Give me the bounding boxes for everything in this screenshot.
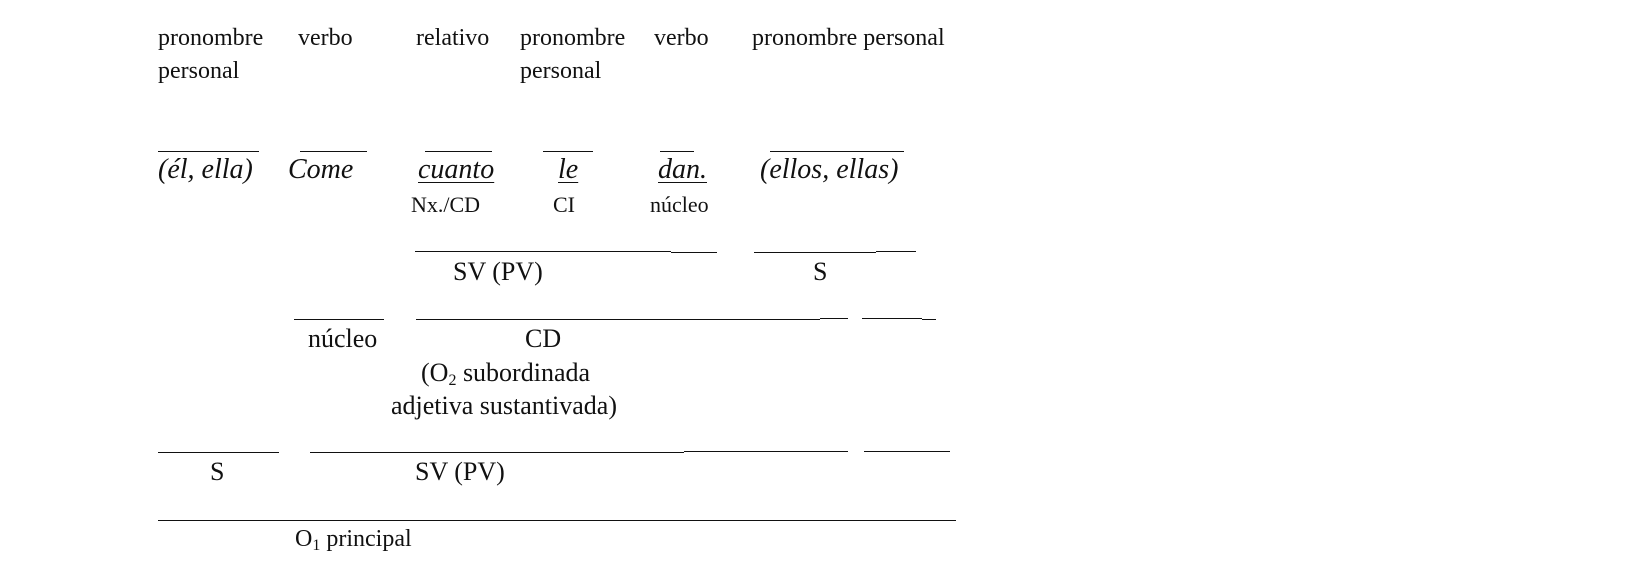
label-o2-line2: adjetiva sustantivada) xyxy=(391,391,617,420)
overline-w6 xyxy=(770,151,904,152)
line-sv-main-ext xyxy=(684,451,848,452)
overline-w1 xyxy=(158,151,259,152)
word-dan: dan. xyxy=(658,154,707,185)
label-sv-pv-main: SV (PV) xyxy=(415,457,505,486)
category-relativo: relativo xyxy=(416,25,490,51)
function-ci: CI xyxy=(553,192,575,217)
line-nucleo xyxy=(294,319,384,320)
label-s-sub: S xyxy=(813,257,828,286)
category-verbo-1: verbo xyxy=(298,25,353,51)
label-nucleo: núcleo xyxy=(308,324,378,353)
line-sv-sub xyxy=(415,251,671,252)
overline-w4 xyxy=(543,151,593,152)
word-el-ella: (él, ella) xyxy=(158,154,253,185)
word-le: le xyxy=(558,154,579,185)
line-o1 xyxy=(158,520,956,521)
line-sv-main-end xyxy=(864,451,950,452)
line-sv-sub-ext xyxy=(671,252,717,253)
function-nucleo-1: núcleo xyxy=(650,192,709,217)
word-ellos-ellas: (ellos, ellas) xyxy=(760,154,899,185)
line-s-sub-ext xyxy=(876,251,916,252)
label-o1-principal: $O_1$ principal xyxy=(295,526,412,554)
line-sv-main xyxy=(310,452,684,453)
function-nx-cd: Nx./CD xyxy=(411,192,481,217)
line-cd-mid xyxy=(820,318,848,319)
word-cuanto: cuanto xyxy=(418,154,495,185)
line-cd-end xyxy=(922,319,936,320)
label-cd: CD xyxy=(525,324,562,353)
line-s-main xyxy=(158,452,279,453)
line-cd-ext xyxy=(862,318,922,319)
category-pronombre-personal-1: pronombre personal xyxy=(158,25,264,84)
category-pronombre-personal-2: pronombre personal xyxy=(520,25,626,84)
category-pronombre-personal-3: pronombre personal xyxy=(752,25,945,51)
label-s-main: S xyxy=(210,457,225,486)
line-cd xyxy=(416,319,820,320)
label-sv-pv-sub: SV (PV) xyxy=(453,257,543,286)
label-o2-line1: ($O_2$ subordinada xyxy=(421,358,591,389)
line-s-sub xyxy=(754,252,876,253)
overline-w2 xyxy=(300,151,367,152)
overline-w5 xyxy=(660,151,694,152)
overline-w3 xyxy=(425,151,492,152)
category-verbo-2: verbo xyxy=(654,25,709,51)
word-come: Come xyxy=(288,154,354,185)
